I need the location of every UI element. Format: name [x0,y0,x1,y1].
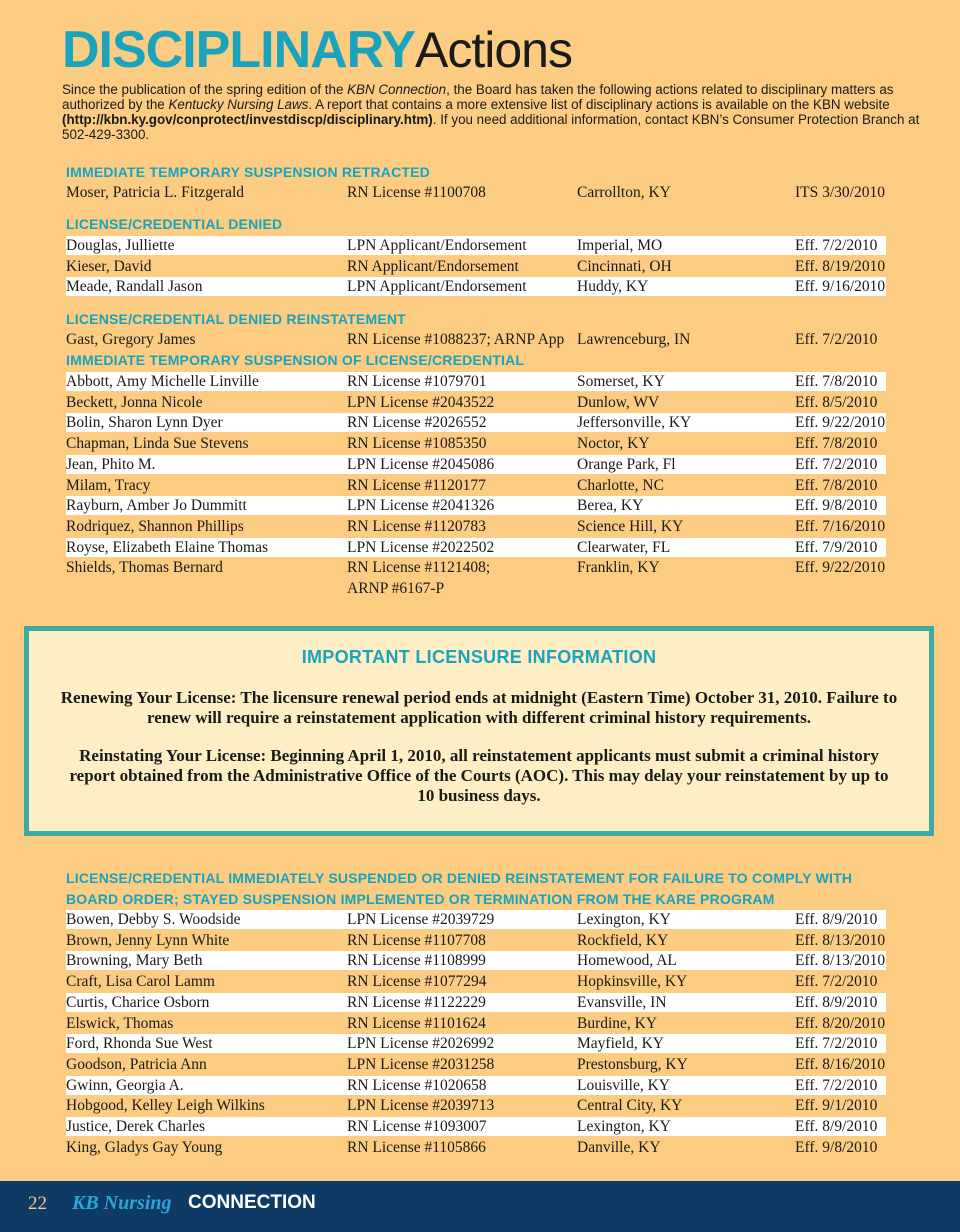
section-heading-its-license: IMMEDIATE TEMPORARY SUSPENSION OF LICENSE/CREDENTIAL [66,352,525,368]
cell-location: Danville, KY [577,1138,661,1156]
cell-location: Carrollton, KY [577,184,671,201]
cell-location: Noctor, KY [577,435,650,453]
cell-license: LPN Applicant/Endorsement [347,278,527,296]
section-heading-denied: LICENSE/CREDENTIAL DENIED [66,216,283,232]
table-row [66,236,886,255]
section-heading-denied-reinstatement: LICENSE/CREDENTIAL DENIED REINSTATEMENT [66,311,406,327]
cell-license: RN License #1105866 [347,1138,486,1156]
cell-name: Abbott, Amy Michelle Linville [66,373,259,390]
cell-location: Lawrenceburg, IN [577,331,691,348]
table-row [66,1034,886,1053]
cell-license: LPN License #2022502 [347,538,495,556]
table-row [66,1138,886,1157]
cell-name: King, Gladys Gay Young [66,1138,223,1156]
cell-effective-date: Eff. 8/13/2010 [795,952,886,970]
table-row [66,496,886,515]
cell-license: RN License #1120783 [347,517,486,535]
cell-name: Royse, Elizabeth Elaine Thomas [66,538,269,556]
cell-location: Charlotte, NC [577,476,664,494]
cell-effective-date: Eff. 8/16/2010 [795,1055,886,1073]
cell-license: RN License #1093007 [347,1118,487,1135]
table-row [66,413,886,432]
cell-effective-date: Eff. 7/8/2010 [795,373,878,390]
cell-location: Mayfield, KY [577,1035,664,1053]
cell-location: Huddy, KY [577,278,649,296]
section-heading-its-retracted: IMMEDIATE TEMPORARY SUSPENSION RETRACTED [66,164,430,180]
cell-license: RN License #1107708 [347,931,486,949]
table-row [66,330,886,349]
table-row [66,393,886,412]
cell-location: Cincinnati, OH [577,257,672,275]
cell-effective-date: Eff. 8/9/2010 [795,993,878,1011]
cell-effective-date: Eff. 7/2/2010 [795,1076,878,1094]
cell-name: Browning, Mary Beth [66,952,203,970]
cell-license: RN License #1101624 [347,1014,486,1032]
cell-license: RN Applicant/Endorsement [347,257,519,275]
cell-effective-date: Eff. 7/16/2010 [795,517,886,535]
cell-license: LPN License #2031258 [347,1055,495,1073]
cell-location: Lexington, KY [577,1118,671,1135]
cell-name: Rodriquez, Shannon Phillips [66,517,244,535]
cell-license: LPN License #2026992 [347,1035,495,1053]
cell-effective-date: Eff. 9/22/2010 [795,559,886,577]
table-row [66,277,886,296]
cell-location: Homewood, AL [577,952,677,970]
table-row [66,372,886,391]
cell-name: Shields, Thomas Bernard [66,559,223,577]
table-row [66,1014,886,1033]
cell-name: Goodson, Patricia Ann [66,1055,207,1073]
cell-effective-date: Eff. 7/2/2010 [795,237,878,254]
cell-license: LPN License #2039729 [347,911,495,928]
brand-kb-nursing: KB Nursing [72,1192,172,1214]
table-row [66,1096,886,1115]
cell-effective-date: Eff. 9/8/2010 [795,1138,878,1156]
intro-text-1: Since the publication of the spring edition of the [62,82,348,97]
cell-effective-date: Eff. 7/2/2010 [795,973,878,991]
table-row [66,910,886,929]
cell-effective-date: Eff. 7/2/2010 [795,455,878,473]
cell-license: LPN License #2041326 [347,497,495,515]
cell-effective-date: Eff. 8/9/2010 [795,911,878,928]
cell-name: Douglas, Julliette [66,237,175,254]
cell-effective-date: Eff. 8/13/2010 [795,931,886,949]
shields-extra-line: ARNP #6167-P [347,580,445,597]
title-sub: Actions [415,22,572,78]
cell-effective-date: Eff. 8/5/2010 [795,393,878,411]
cell-name: Justice, Derek Charles [66,1118,206,1135]
cell-license: RN License #1100708 [347,184,486,201]
cell-location: Jeffersonville, KY [577,414,692,432]
cell-license: RN License #1088237; ARNP App [347,331,565,348]
cell-name: Jean, Phito M. [66,455,156,473]
intro-paragraph [62,82,930,142]
cell-effective-date: Eff. 9/22/2010 [795,414,886,432]
cell-license: RN License #1121408; [347,559,491,577]
reinstatement-info: Reinstating Your License: Beginning April 1, 2010, all reinstatement applicants must submit a criminal history report obtained from the Administrative Office of the Courts (AOC). This may delay your reinstatement by up to 10 business days. [69,746,889,805]
section-heading-kare-1: LICENSE/CREDENTIAL IMMEDIATELY SUSPENDED OR DENIED REINSTATEMENT FOR FAILURE TO COMPLY WITH [66,870,853,886]
cell-location: Rockfield, KY [577,931,669,949]
cell-license: RN License #1079701 [347,373,487,390]
cell-name: Brown, Jenny Lynn White [66,931,230,949]
table-row [66,183,886,202]
cell-location: Burdine, KY [577,1014,658,1032]
cell-name: Ford, Rhonda Sue West [66,1035,213,1053]
cell-location: Clearwater, FL [577,538,671,556]
page-title [62,20,572,80]
cell-effective-date: Eff. 9/1/2010 [795,1097,878,1115]
cell-license: RN License #2026552 [347,414,487,432]
website-link[interactable]: (http://kbn.ky.gov/conprotect/investdiscp/disciplinary.htm) [62,112,433,127]
table-row [66,455,886,474]
cell-effective-date: Eff. 9/8/2010 [795,497,878,515]
intro-em-1: KBN Connection [347,82,447,97]
cell-name: Moser, Patricia L. Fitzgerald [66,184,245,201]
table-row [66,434,886,453]
cell-license: RN License #1122229 [347,993,486,1011]
cell-effective-date: Eff. 8/20/2010 [795,1014,886,1032]
title-main: DISCIPLINARY [62,21,415,79]
cell-location: Evansville, IN [577,993,667,1011]
cell-location: Hopkinsville, KY [577,973,688,991]
table-row [66,972,886,991]
cell-location: Louisville, KY [577,1076,670,1094]
table-row [66,257,886,276]
table-row [66,1076,886,1095]
cell-effective-date: Eff. 7/8/2010 [795,476,878,494]
cell-name: Curtis, Charice Osborn [66,993,210,1011]
cell-license: LPN License #2039713 [347,1097,495,1115]
cell-location: Central City, KY [577,1097,683,1115]
table-row [66,931,886,950]
page-number: 22 [28,1193,47,1214]
info-box-title: IMPORTANT LICENSURE INFORMATION [301,647,657,667]
cell-license: RN License #1120177 [347,476,486,494]
cell-license: RN License #1020658 [347,1076,487,1094]
table-row [66,1117,886,1136]
cell-effective-date: Eff. 9/16/2010 [795,278,886,296]
intro-em-2: Kentucky Nursing Laws [168,97,309,112]
table-row [66,538,886,557]
cell-license: LPN License #2045086 [347,455,495,473]
table-row [66,993,886,1012]
cell-name: Kieser, David [66,257,152,275]
renewal-info: Renewing Your License: The licensure renewal period ends at midnight (Eastern Time) October 31, 2010. Failure to renew will require a reinstatement application with different criminal history requirements. [60,688,898,727]
cell-effective-date: Eff. 7/2/2010 [795,1035,878,1053]
cell-name: Craft, Lisa Carol Lamm [66,973,215,991]
cell-name: Rayburn, Amber Jo Dummitt [66,497,247,515]
section-heading-kare-2: BOARD ORDER; STAYED SUSPENSION IMPLEMENTED OR TERMINATION FROM THE KARE PROGRAM [66,891,775,907]
cell-effective-date: Eff. 8/9/2010 [795,1118,878,1135]
cell-effective-date: Eff. 7/2/2010 [795,331,878,348]
cell-location: Somerset, KY [577,373,665,390]
cell-name: Elswick, Thomas [66,1014,174,1032]
cell-location: Orange Park, Fl [577,455,676,473]
cell-name: Bowen, Debby S. Woodside [66,911,241,928]
cell-license: RN License #1108999 [347,952,486,970]
cell-name: Beckett, Jonna Nicole [66,393,203,411]
important-info-box [24,626,934,836]
cell-name: Gast, Gregory James [66,331,196,348]
cell-name: Gwinn, Georgia A. [66,1076,184,1094]
cell-license: RN License #1077294 [347,973,487,991]
cell-location: Lexington, KY [577,911,671,928]
cell-location: Science Hill, KY [577,517,684,535]
cell-license: RN License #1085350 [347,435,487,453]
cell-effective-date: Eff. 7/8/2010 [795,435,878,453]
cell-name: Milam, Tracy [66,476,151,494]
intro-text-3: . A report that contains a more extensive list of disciplinary actions is available on the KBN website [308,97,890,112]
cell-location: Dunlow, WV [577,393,660,411]
cell-name: Bolin, Sharon Lynn Dyer [66,414,223,432]
cell-name: Hobgood, Kelley Leigh Wilkins [66,1097,265,1115]
footer-bar [0,1181,960,1232]
cell-license: LPN Applicant/Endorsement [347,237,527,254]
cell-location: Prestonsburg, KY [577,1055,688,1073]
table-row [66,1055,886,1074]
cell-effective-date: Eff. 7/9/2010 [795,538,878,556]
table-row [66,951,886,970]
intro-text-2: , the Board has taken the following actions related to disciplinary matters as authorized by the [62,82,894,112]
table-row [66,558,886,577]
table-row [66,517,886,536]
cell-effective-date: ITS 3/30/2010 [795,184,885,201]
intro-text-4: . If you need additional information, contact KBN’s Consumer Protection Branch at 502-429-3300. [62,112,920,142]
cell-name: Meade, Randall Jason [66,278,203,296]
cell-location: Imperial, MO [577,237,663,254]
brand-connection: CONNECTION [188,1192,316,1213]
cell-effective-date: Eff. 8/19/2010 [795,257,886,275]
cell-location: Franklin, KY [577,559,660,577]
cell-license: LPN License #2043522 [347,393,495,411]
cell-location: Berea, KY [577,497,644,515]
table-row [66,476,886,495]
cell-name: Chapman, Linda Sue Stevens [66,435,249,453]
